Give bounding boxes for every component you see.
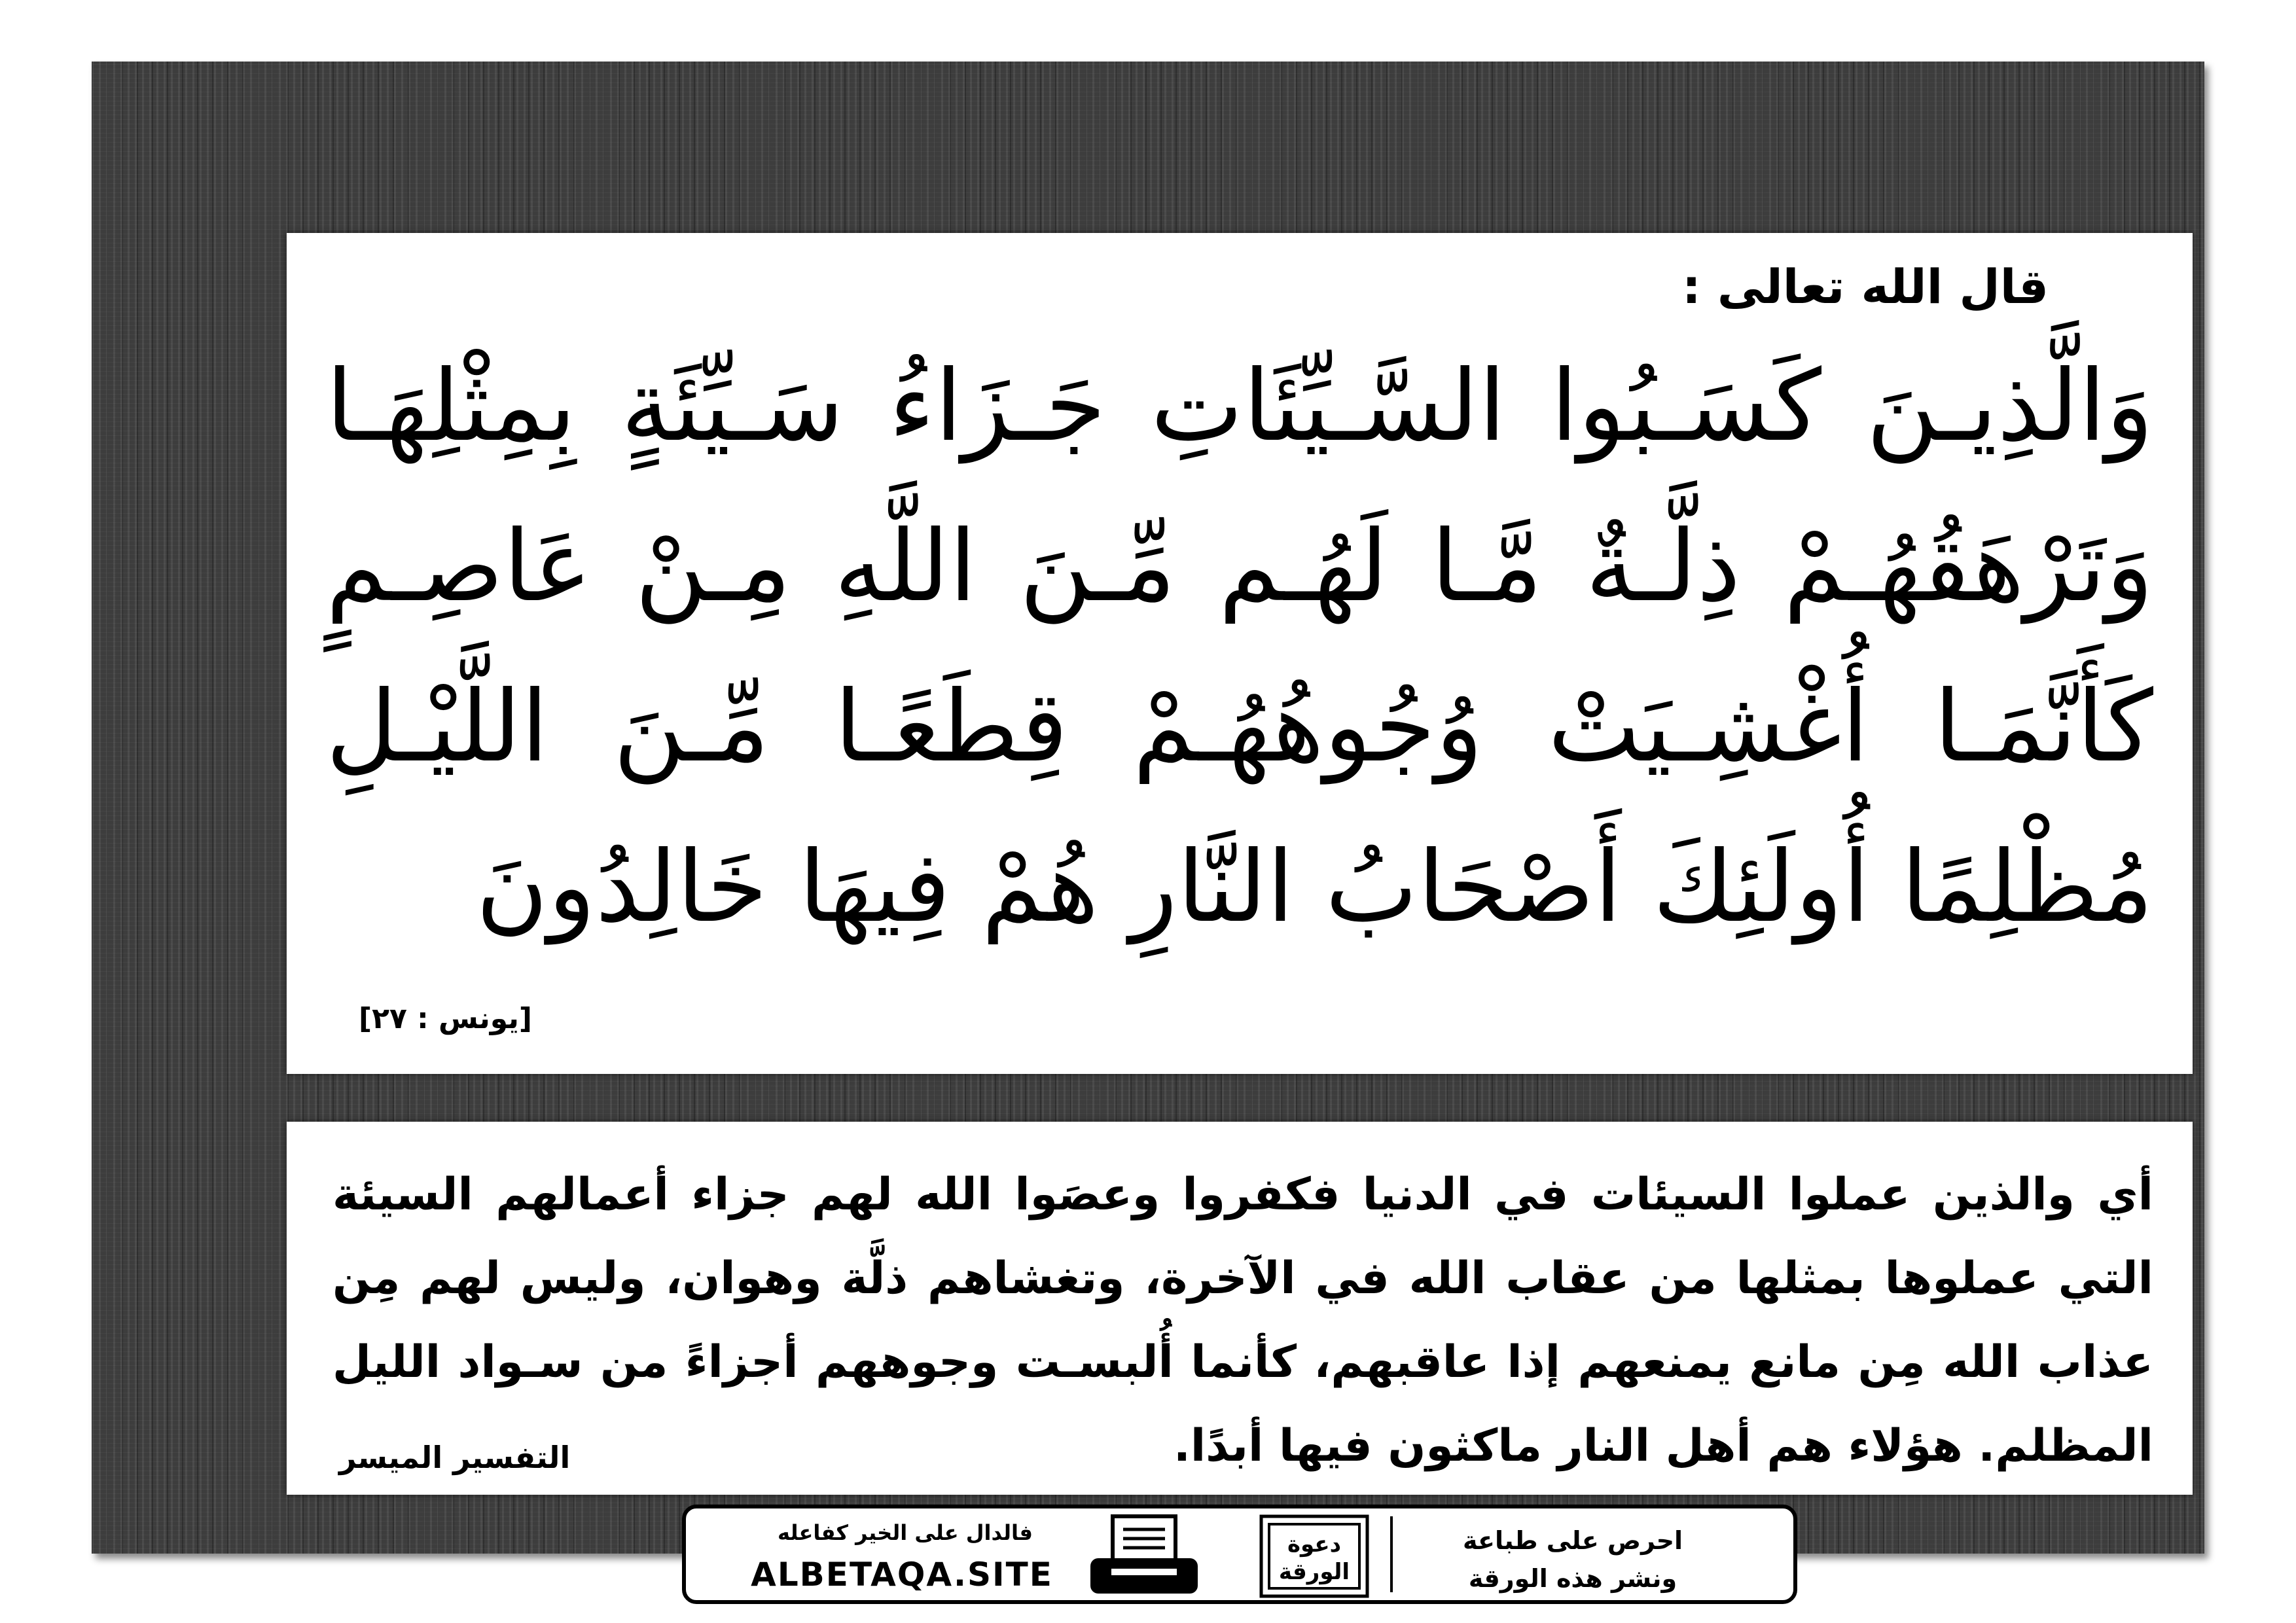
- footer-cta-line-1: احرص على طباعة: [1462, 1526, 1683, 1555]
- footer-divider: [1390, 1516, 1393, 1592]
- footer-site-link[interactable]: ALBETAQA.SITE: [751, 1556, 1053, 1594]
- textured-frame: [92, 62, 2204, 1594]
- verse-line-2: وَتَرْهَقُهُـمْ ذِلَّـةٌ مَّـا لَهُـم مِّـنَ اللَّهِ مِـنْ عَاصِـمٍ: [326, 510, 2153, 624]
- printer-icon: [1085, 1514, 1203, 1601]
- tafsir-source: التفسير الميسر: [339, 1440, 571, 1475]
- verse-panel: [287, 233, 2193, 1074]
- tafsir-text: أي والذين عملوا السيئات في الدنيا فكفروا وعصَوا الله لهم جزاء أعمالهم السيئة التي عملوها بمثلها من عقاب الله في الآخرة، وتغشاهم ذلَّة وهوان، وليس لهم مِن عذاب الله مِن مانع يمنعهم إذا عاقبهم، كأنما أُلبسـت وجوههم أجزاءً من سـواد الليل المظلم. هؤلاء هم أهل النار ماكثون فيها أبدًا.: [332, 1169, 2153, 1472]
- seal-text-2: الورقة: [1278, 1559, 1350, 1585]
- verse-reference: [يونس : ٢٧]: [359, 1002, 532, 1035]
- verse-line-3: كَأَنَّمَـا أُغْشِـيَتْ وُجُوهُهُـمْ قِطَعًـا مِّـنَ اللَّيْـلِ: [326, 670, 2153, 784]
- footer-bar: [682, 1505, 1797, 1604]
- seal-logo: [1259, 1514, 1370, 1601]
- seal-text-1: دعوة: [1287, 1531, 1342, 1558]
- verse-line-4: مُظْلِمًا أُولَئِكَ أَصْحَابُ النَّارِ هُمْ فِيهَا خَالِدُونَ: [476, 830, 2153, 944]
- verse-line-1: وَالَّذِيـنَ كَسَـبُوا السَّـيِّئَاتِ جَـزَاءُ سَـيِّئَةٍ بِمِثْلِهَـا: [326, 349, 2153, 463]
- footer-motto: فالدال على الخير كفاعله: [778, 1520, 1033, 1545]
- verse-intro: قال الله تعالى :: [1681, 259, 2049, 314]
- footer-call-to-action: [1419, 1522, 1727, 1597]
- footer-cta-line-2: ونشر هذه الورقة: [1468, 1564, 1677, 1593]
- tafsir-panel: [287, 1122, 2193, 1495]
